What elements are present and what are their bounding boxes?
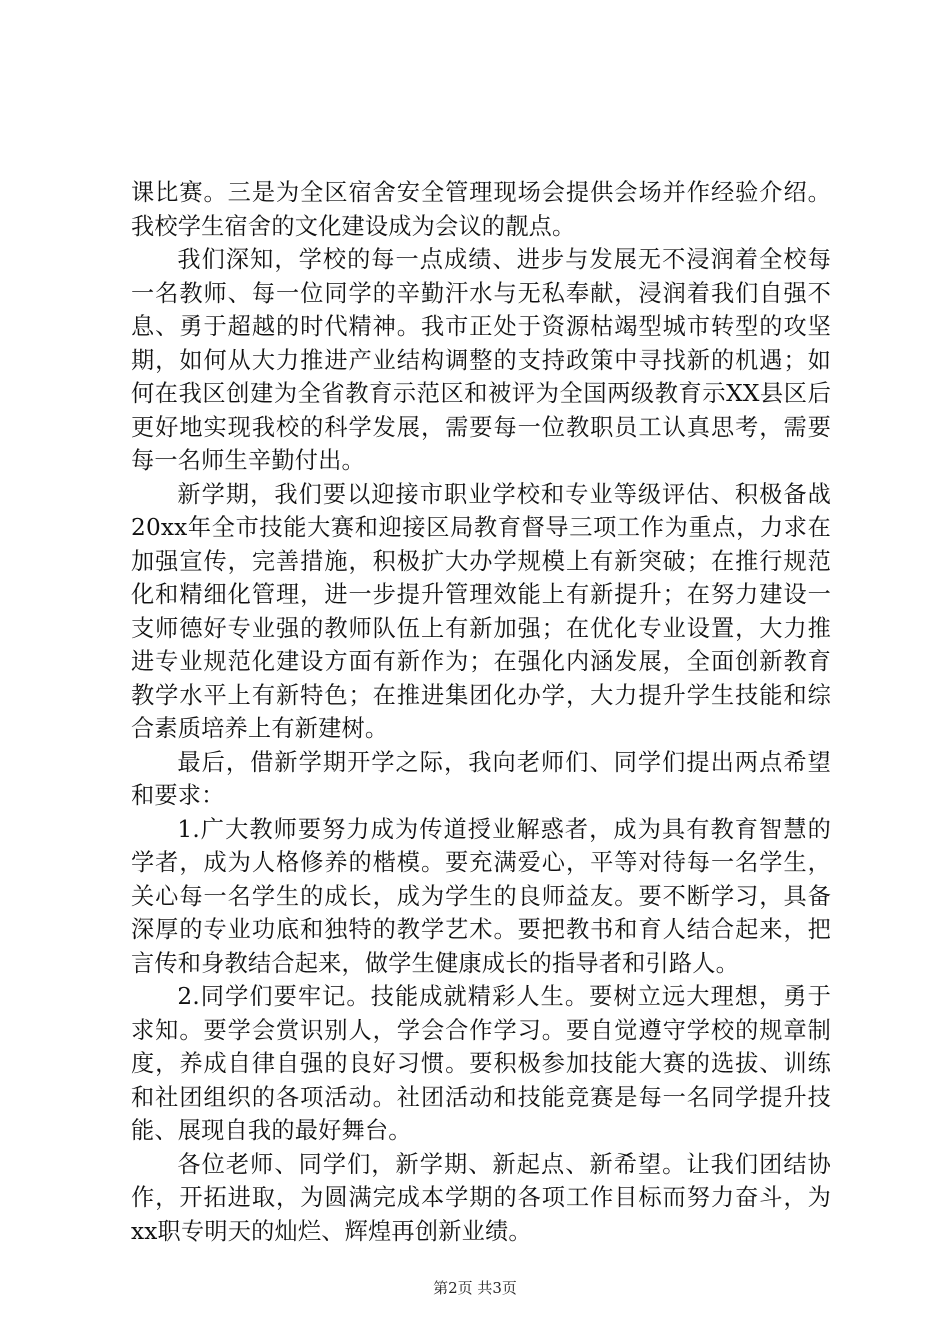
paragraph-new-semester-goals: 新学期，我们要以迎接市职业学校和专业等级评估、积极备战20xx年全市技能大赛和迎接区局教育督导三项工作为重点，力求在加强宣传，完善措施，积极扩大办学规模上有新突破；在推行规范化和精细化管理，进一步提升管理效能上有新提升；在努力建设一支师德好专业强的教师队伍上有新加强；在优化专业设置，大力推进专业规范化建设方面有新作为；在强化内涵发展，全面创新教育教学水平上有新特色；在推进集团化办学，大力提升学生技能和综合素质培养上有新建树。 [131,480,831,742]
paragraph-continuation: 课比赛。三是为全区宿舍安全管理现场会提供会场并作经验介绍。我校学生宿舍的文化建设成为会议的靓点。 [131,179,831,240]
paragraph-teachers-requirements: 1.广大教师要努力成为传道授业解惑者，成为具有教育智慧的学者，成为人格修养的楷模。要充满爱心，平等对待每一名学生，关心每一名学生的成长，成为学生的良师益友。要不断学习，具备深厚的专业功底和独特的教学艺术。要把教书和育人结合起来，把言传和身教结合起来，做学生健康成长的指导者和引路人。 [131,815,831,977]
document-body [131,176,831,1248]
page-footer: 第2页 共3页 [433,1279,517,1297]
paragraph-achievements: 我们深知，学校的每一点成绩、进步与发展无不浸润着全校每一名教师、每一位同学的辛勤汗水与无私奉献，浸润着我们自强不息、勇于超越的时代精神。我市正处于资源枯竭型城市转型的攻坚期，如何从大力推进产业结构调整的支持政策中寻找新的机遇；如何在我区创建为全省教育示范区和被评为全国两级教育示XX县区后更好地实现我校的科学发展，需要每一位教职员工认真思考，需要每一名师生辛勤付出。 [131,246,831,474]
paragraph-students-requirements: 2.同学们要牢记。技能成就精彩人生。要树立远大理想，勇于求知。要学会赏识别人，学会合作学习。要自觉遵守学校的规章制度，养成自律自强的良好习惯。要积极参加技能大赛的选拔、训练和社团组织的各项活动。社团活动和技能竞赛是每一名同学提升技能、展现自我的最好舞台。 [131,983,831,1144]
paragraph-hopes-intro: 最后，借新学期开学之际，我向老师们、同学们提出两点希望和要求： [131,748,831,809]
paragraph-closing: 各位老师、同学们，新学期、新起点、新希望。让我们团结协作，开拓进取，为圆满完成本学期的各项工作目标而努力奋斗，为xx职专明天的灿烂、辉煌再创新业绩。 [131,1150,831,1245]
